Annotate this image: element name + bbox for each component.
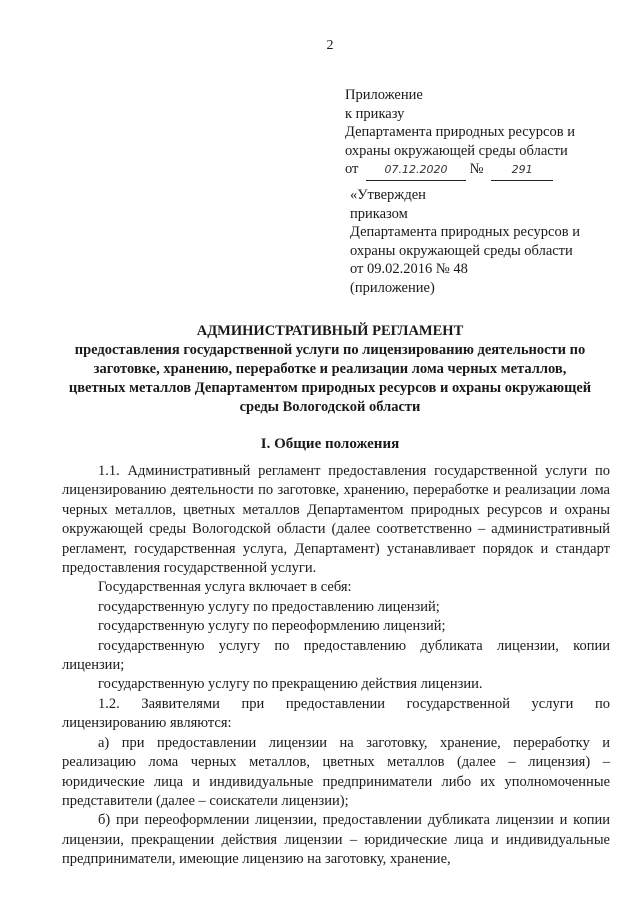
section-heading: I. Общие положения [260, 436, 400, 452]
approved-line: охраны окружающей среды области [350, 242, 573, 259]
from-label: от [345, 161, 359, 177]
approved-line: (приложение) [350, 279, 435, 296]
title-line: среды Вологодской области [239, 399, 421, 415]
appendix-line: Департамента природных ресурсов и [345, 124, 575, 140]
title-line: предоставления государственной услуги по лицензированию деятельности по [74, 342, 586, 358]
title-line: цветных металлов Департаментом природных ресурсов и охраны окружающей [68, 380, 592, 396]
approved-line: от 09.02.2016 № 48 [350, 261, 468, 277]
paragraph: государственную услугу по прекращению действия лицензии. [98, 676, 483, 693]
paragraph: государственную услугу по предоставлению дубликата лицензии, копии лицензии; [62, 637, 610, 674]
order-date-number-row [345, 160, 625, 181]
approved-line: приказом [350, 205, 408, 222]
appendix-block [345, 86, 625, 181]
number-label: № [469, 161, 484, 177]
paragraph: а) при предоставлении лицензии на заготовку, хранение, переработку и реализацию лома черных металлов, цветных металлов (далее – лицензия) – юридические лица и индивидуальные предприниматели либо их уполномоченные представители (далее – соискатели лицензии); [62, 734, 610, 809]
handwritten-number: 291 [491, 161, 553, 181]
appendix-line: к приказу [345, 105, 405, 122]
paragraph: б) при переоформлении лицензии, предоставлении дубликата лицензии и копии лицензии, прекращении действия лицензии – юридические лица и индивидуальные предприниматели, имеющие лицензию на заготовку, хранение, [62, 812, 610, 868]
title-line: АДМИНИСТРАТИВНЫЙ РЕГЛАМЕНТ [196, 323, 464, 339]
paragraph: Государственная услуга включает в себя: [98, 579, 352, 596]
handwritten-date: 07.12.2020 [366, 161, 466, 181]
appendix-line: охраны окружающей среды области [345, 142, 568, 159]
paragraph: государственную услугу по переоформлению лицензий; [98, 618, 446, 635]
body-text [62, 462, 610, 870]
page-number: 2 [326, 38, 334, 53]
paragraph: 1.1. Административный регламент предоставления государственной услуги по лицензированию деятельности по заготовке, хранению, переработке и реализации лома черных металлов, цветных металлов Департаментом природных ресурсов и охраны окружающей среды Вологодской области (далее соответственно – административный регламент, государственная услуга, Департамент) устанавливает порядок и стандарт предоставления государственной услуги. [62, 463, 610, 577]
approved-block [350, 186, 630, 297]
approved-line: «Утвержден [350, 187, 426, 203]
paragraph: 1.2. Заявителями при предоставлении государственной услуги по лицензированию являются: [62, 695, 610, 732]
document-title [40, 322, 620, 417]
approved-line: Департамента природных ресурсов и [350, 224, 580, 240]
title-line: заготовке, хранению, переработке и реализации лома черных металлов, [93, 361, 567, 377]
appendix-line: Приложение [345, 87, 423, 103]
paragraph: государственную услугу по предоставлению лицензий; [98, 598, 440, 615]
